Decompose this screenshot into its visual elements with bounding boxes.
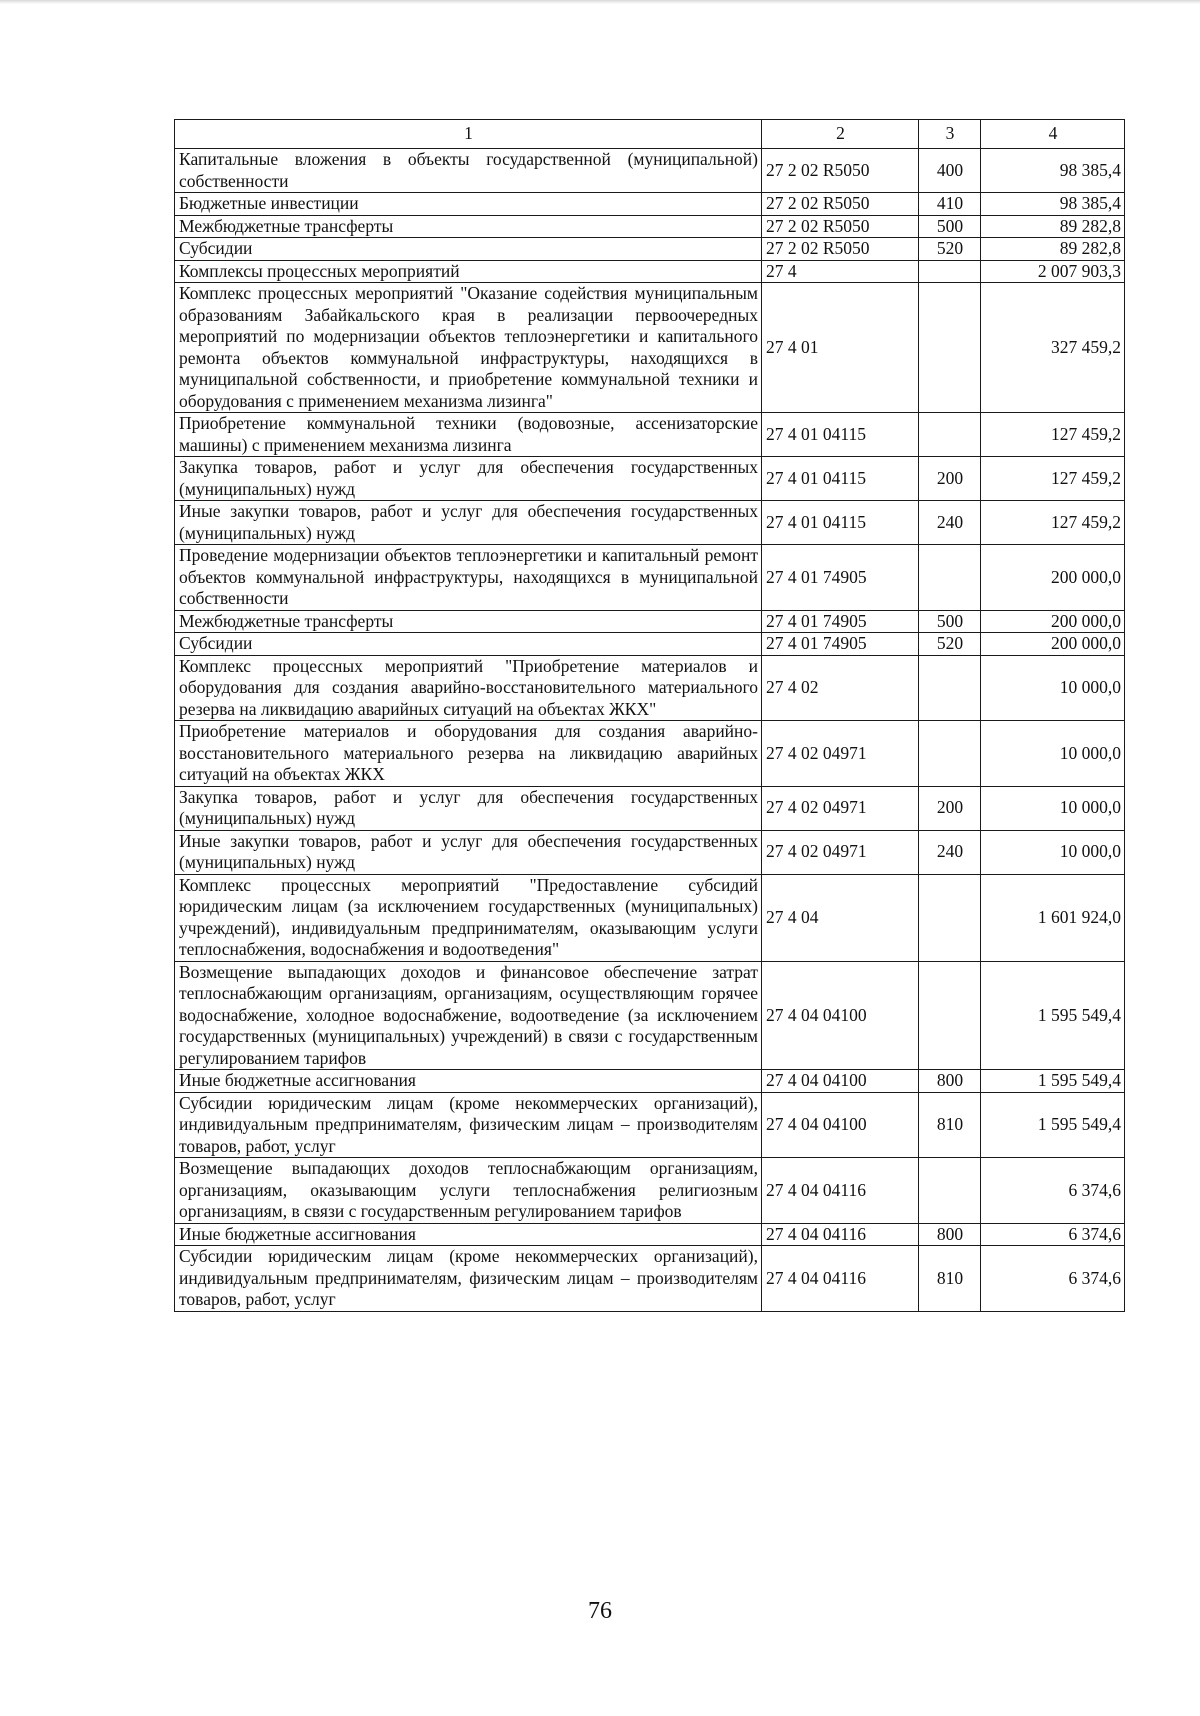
row-name-cell: Комплекс процессных мероприятий "Оказание содействия муниципальным образованиям Забайкальского края в реализации первоочередных мероприятий по модернизации объектов теплоэнергетики и капитального ремонта объектов коммунальной инфраструктуры, находящихся в муниципальной собственности, и приобретение коммунальной техники и оборудования с применением механизма лизинга" <box>175 283 762 413</box>
row-amount-cell: 10 000,0 <box>981 721 1125 787</box>
scan-top-edge <box>0 0 1200 4</box>
row-name-cell: Возмещение выпадающих доходов теплоснабжающим организациям, организациям, оказывающим услуги теплоснабжения религиозным организациям, в связи с государственным регулированием тарифов <box>175 1158 762 1224</box>
table-row <box>175 149 1125 193</box>
row-code-cell: 27 4 04 04100 <box>762 1070 919 1093</box>
table-row <box>175 874 1125 961</box>
row-code-cell: 27 4 04 04100 <box>762 1092 919 1158</box>
row-name-cell: Субсидии <box>175 633 762 656</box>
row-name-cell: Иные закупки товаров, работ и услуг для обеспечения государственных (муниципальных) нужд <box>175 830 762 874</box>
row-expense-type-cell <box>919 1158 981 1224</box>
row-code-cell: 27 4 01 74905 <box>762 545 919 611</box>
row-name-cell: Межбюджетные трансферты <box>175 215 762 238</box>
row-code-cell: 27 4 01 74905 <box>762 610 919 633</box>
table-row <box>175 501 1125 545</box>
row-code-cell: 27 4 01 04115 <box>762 413 919 457</box>
row-amount-cell: 89 282,8 <box>981 238 1125 261</box>
table-row <box>175 1246 1125 1312</box>
row-name-cell: Субсидии <box>175 238 762 261</box>
row-name-cell: Проведение модернизации объектов теплоэнергетики и капитальный ремонт объектов коммунальной инфраструктуры, находящихся в муниципальной собственности <box>175 545 762 611</box>
row-expense-type-cell: 520 <box>919 238 981 261</box>
row-name-cell: Приобретение материалов и оборудования для создания аварийно-восстановительного материального резерва на ликвидацию аварийных ситуаций на объектах ЖКХ <box>175 721 762 787</box>
row-code-cell: 27 4 04 04116 <box>762 1158 919 1224</box>
row-expense-type-cell: 520 <box>919 633 981 656</box>
row-expense-type-cell <box>919 874 981 961</box>
row-code-cell: 27 4 01 04115 <box>762 501 919 545</box>
row-expense-type-cell <box>919 655 981 721</box>
column-number-header-row <box>175 120 1125 149</box>
row-expense-type-cell: 800 <box>919 1223 981 1246</box>
row-code-cell: 27 4 04 04116 <box>762 1246 919 1312</box>
row-code-cell: 27 4 02 <box>762 655 919 721</box>
row-code-cell: 27 4 01 74905 <box>762 633 919 656</box>
row-amount-cell: 1 595 549,4 <box>981 1092 1125 1158</box>
budget-table <box>174 119 1125 1312</box>
column-header-2: 2 <box>762 120 919 149</box>
column-header-3: 3 <box>919 120 981 149</box>
row-expense-type-cell <box>919 961 981 1070</box>
table-row <box>175 215 1125 238</box>
row-amount-cell: 10 000,0 <box>981 655 1125 721</box>
table-row <box>175 786 1125 830</box>
table-row <box>175 1158 1125 1224</box>
row-amount-cell: 6 374,6 <box>981 1246 1125 1312</box>
row-expense-type-cell: 800 <box>919 1070 981 1093</box>
row-name-cell: Межбюджетные трансферты <box>175 610 762 633</box>
row-code-cell: 27 4 04 04100 <box>762 961 919 1070</box>
row-amount-cell: 98 385,4 <box>981 193 1125 216</box>
row-code-cell: 27 4 01 <box>762 283 919 413</box>
row-amount-cell: 127 459,2 <box>981 457 1125 501</box>
row-code-cell: 27 4 04 <box>762 874 919 961</box>
table-row <box>175 238 1125 261</box>
table-row <box>175 1070 1125 1093</box>
table-row <box>175 457 1125 501</box>
row-expense-type-cell: 810 <box>919 1246 981 1312</box>
row-expense-type-cell: 410 <box>919 193 981 216</box>
row-amount-cell: 2 007 903,3 <box>981 260 1125 283</box>
row-code-cell: 27 2 02 R5050 <box>762 215 919 238</box>
table-row <box>175 655 1125 721</box>
row-code-cell: 27 4 02 04971 <box>762 786 919 830</box>
row-name-cell: Приобретение коммунальной техники (водовозные, ассенизаторские машины) с применением механизма лизинга <box>175 413 762 457</box>
table-row <box>175 721 1125 787</box>
row-expense-type-cell: 400 <box>919 149 981 193</box>
column-header-1: 1 <box>175 120 762 149</box>
row-name-cell: Субсидии юридическим лицам (кроме некоммерческих организаций), индивидуальным предпринимателям, физическим лицам – производителям товаров, работ, услуг <box>175 1092 762 1158</box>
row-name-cell: Бюджетные инвестиции <box>175 193 762 216</box>
row-name-cell: Капитальные вложения в объекты государственной (муниципальной) собственности <box>175 149 762 193</box>
table-row <box>175 1223 1125 1246</box>
row-amount-cell: 1 601 924,0 <box>981 874 1125 961</box>
table-row <box>175 193 1125 216</box>
row-amount-cell: 200 000,0 <box>981 545 1125 611</box>
row-amount-cell: 98 385,4 <box>981 149 1125 193</box>
row-expense-type-cell: 810 <box>919 1092 981 1158</box>
row-name-cell: Комплексы процессных мероприятий <box>175 260 762 283</box>
row-expense-type-cell: 500 <box>919 215 981 238</box>
row-name-cell: Субсидии юридическим лицам (кроме некоммерческих организаций), индивидуальным предпринимателям, физическим лицам – производителям товаров, работ, услуг <box>175 1246 762 1312</box>
row-amount-cell: 127 459,2 <box>981 501 1125 545</box>
row-expense-type-cell: 200 <box>919 786 981 830</box>
row-amount-cell: 10 000,0 <box>981 830 1125 874</box>
row-expense-type-cell <box>919 413 981 457</box>
row-expense-type-cell <box>919 545 981 611</box>
row-amount-cell: 200 000,0 <box>981 633 1125 656</box>
row-code-cell: 27 4 02 04971 <box>762 830 919 874</box>
row-amount-cell: 327 459,2 <box>981 283 1125 413</box>
budget-table-body <box>175 120 1125 1312</box>
page-number: 76 <box>588 1598 612 1624</box>
row-code-cell: 27 4 02 04971 <box>762 721 919 787</box>
row-code-cell: 27 4 04 04116 <box>762 1223 919 1246</box>
table-row <box>175 633 1125 656</box>
table-row <box>175 830 1125 874</box>
row-name-cell: Иные бюджетные ассигнования <box>175 1070 762 1093</box>
row-name-cell: Комплекс процессных мероприятий "Предоставление субсидий юридическим лицам (за исключением государственных (муниципальных) учреждений), индивидуальным предпринимателям, оказывающим услуги теплоснабжения, водоснабжения и водоотведения" <box>175 874 762 961</box>
table-row <box>175 413 1125 457</box>
row-amount-cell: 89 282,8 <box>981 215 1125 238</box>
row-amount-cell: 1 595 549,4 <box>981 961 1125 1070</box>
row-expense-type-cell <box>919 721 981 787</box>
row-expense-type-cell: 500 <box>919 610 981 633</box>
table-row <box>175 1092 1125 1158</box>
table-row <box>175 545 1125 611</box>
row-name-cell: Закупка товаров, работ и услуг для обеспечения государственных (муниципальных) нужд <box>175 786 762 830</box>
row-code-cell: 27 2 02 R5050 <box>762 238 919 261</box>
row-expense-type-cell: 240 <box>919 830 981 874</box>
row-code-cell: 27 4 <box>762 260 919 283</box>
row-amount-cell: 200 000,0 <box>981 610 1125 633</box>
row-amount-cell: 6 374,6 <box>981 1223 1125 1246</box>
row-expense-type-cell: 200 <box>919 457 981 501</box>
row-amount-cell: 127 459,2 <box>981 413 1125 457</box>
row-name-cell: Закупка товаров, работ и услуг для обеспечения государственных (муниципальных) нужд <box>175 457 762 501</box>
row-amount-cell: 10 000,0 <box>981 786 1125 830</box>
column-header-4: 4 <box>981 120 1125 149</box>
row-name-cell: Возмещение выпадающих доходов и финансовое обеспечение затрат теплоснабжающим организациям, организациям, осуществляющим горячее водоснабжение, холодное водоснабжение, водоотведение (за исключением государственных (муниципальных) учреждений) в связи с государственным регулированием тарифов <box>175 961 762 1070</box>
table-row <box>175 610 1125 633</box>
table-row <box>175 283 1125 413</box>
table-row <box>175 961 1125 1070</box>
row-amount-cell: 6 374,6 <box>981 1158 1125 1224</box>
row-expense-type-cell: 240 <box>919 501 981 545</box>
row-amount-cell: 1 595 549,4 <box>981 1070 1125 1093</box>
row-name-cell: Комплекс процессных мероприятий "Приобретение материалов и оборудования для создания аварийно-восстановительного материального резерва на ликвидацию аварийных ситуаций на объектах ЖКХ" <box>175 655 762 721</box>
row-code-cell: 27 2 02 R5050 <box>762 149 919 193</box>
table-row <box>175 260 1125 283</box>
row-name-cell: Иные закупки товаров, работ и услуг для обеспечения государственных (муниципальных) нужд <box>175 501 762 545</box>
row-code-cell: 27 2 02 R5050 <box>762 193 919 216</box>
row-name-cell: Иные бюджетные ассигнования <box>175 1223 762 1246</box>
row-expense-type-cell <box>919 260 981 283</box>
row-code-cell: 27 4 01 04115 <box>762 457 919 501</box>
row-expense-type-cell <box>919 283 981 413</box>
